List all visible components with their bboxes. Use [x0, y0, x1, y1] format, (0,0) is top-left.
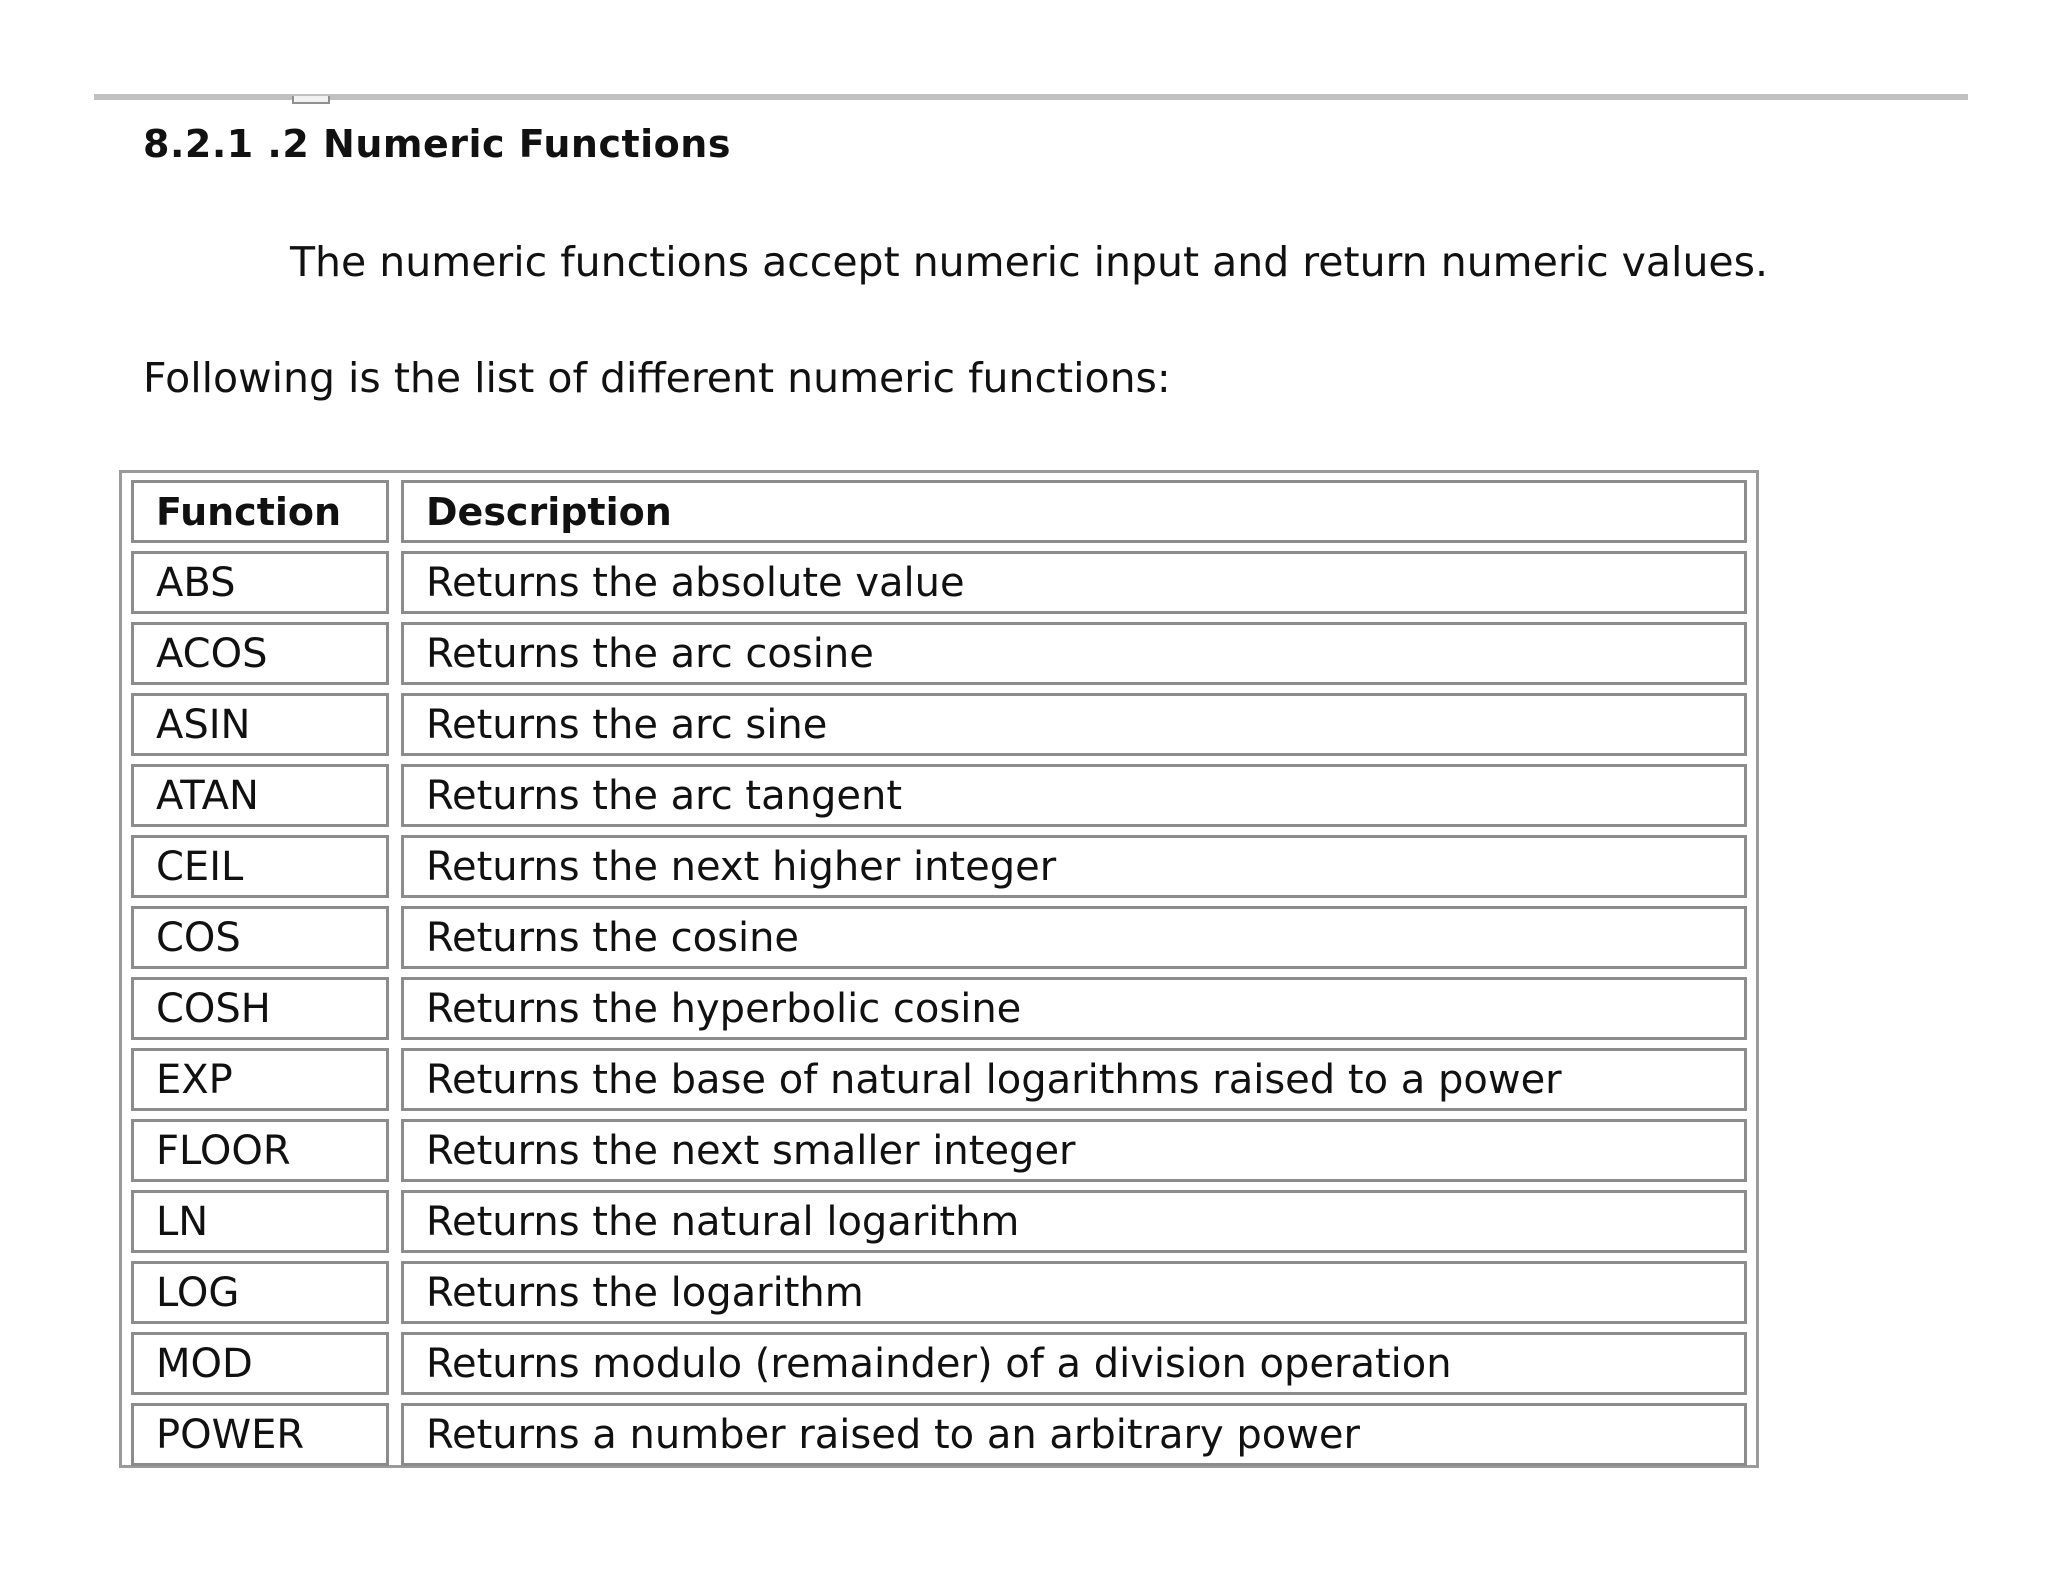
- description-cell: Returns the base of natural logarithms raised to a power: [401, 1048, 1747, 1111]
- function-cell: LOG: [131, 1261, 389, 1324]
- description-cell: Returns a number raised to an arbitrary power: [401, 1403, 1747, 1466]
- table-row: [131, 1332, 1747, 1395]
- function-cell: ABS: [131, 551, 389, 614]
- description-cell: Returns the absolute value: [401, 551, 1747, 614]
- table-row: [131, 551, 1747, 614]
- function-cell: ACOS: [131, 622, 389, 685]
- description-cell: Returns the logarithm: [401, 1261, 1747, 1324]
- table-row: [131, 1403, 1747, 1466]
- table-row: [131, 906, 1747, 969]
- top-horizontal-rule: [94, 94, 1968, 100]
- rule-tab-marker: [292, 96, 330, 104]
- description-cell: Returns the next higher integer: [401, 835, 1747, 898]
- function-cell: COSH: [131, 977, 389, 1040]
- function-cell: FLOOR: [131, 1119, 389, 1182]
- description-cell: Returns the next smaller integer: [401, 1119, 1747, 1182]
- header-function: Function: [131, 480, 389, 543]
- function-cell: LN: [131, 1190, 389, 1253]
- section-title: 8.2.1 .2 Numeric Functions: [143, 122, 731, 166]
- function-cell: MOD: [131, 1332, 389, 1395]
- table-row: [131, 977, 1747, 1040]
- description-cell: Returns the natural logarithm: [401, 1190, 1747, 1253]
- function-cell: COS: [131, 906, 389, 969]
- function-cell: POWER: [131, 1403, 389, 1466]
- list-intro-paragraph: Following is the list of different numeric functions:: [143, 354, 1171, 402]
- table-row: [131, 622, 1747, 685]
- header-description: Description: [401, 480, 1747, 543]
- table-row: [131, 764, 1747, 827]
- table-row: [131, 1190, 1747, 1253]
- table-header-row: [131, 480, 1747, 543]
- function-cell: CEIL: [131, 835, 389, 898]
- table-row: [131, 1048, 1747, 1111]
- table-row: [131, 835, 1747, 898]
- function-cell: ASIN: [131, 693, 389, 756]
- function-cell: ATAN: [131, 764, 389, 827]
- functions-table-frame: [119, 470, 1759, 1468]
- description-cell: Returns the hyperbolic cosine: [401, 977, 1747, 1040]
- description-cell: Returns the arc sine: [401, 693, 1747, 756]
- description-cell: Returns modulo (remainder) of a division operation: [401, 1332, 1747, 1395]
- intro-paragraph: The numeric functions accept numeric input and return numeric values.: [290, 238, 1769, 286]
- description-cell: Returns the cosine: [401, 906, 1747, 969]
- numeric-functions-table: [119, 472, 1759, 1474]
- table-row: [131, 1119, 1747, 1182]
- function-cell: EXP: [131, 1048, 389, 1111]
- description-cell: Returns the arc tangent: [401, 764, 1747, 827]
- description-cell: Returns the arc cosine: [401, 622, 1747, 685]
- table-row: [131, 1261, 1747, 1324]
- table-row: [131, 693, 1747, 756]
